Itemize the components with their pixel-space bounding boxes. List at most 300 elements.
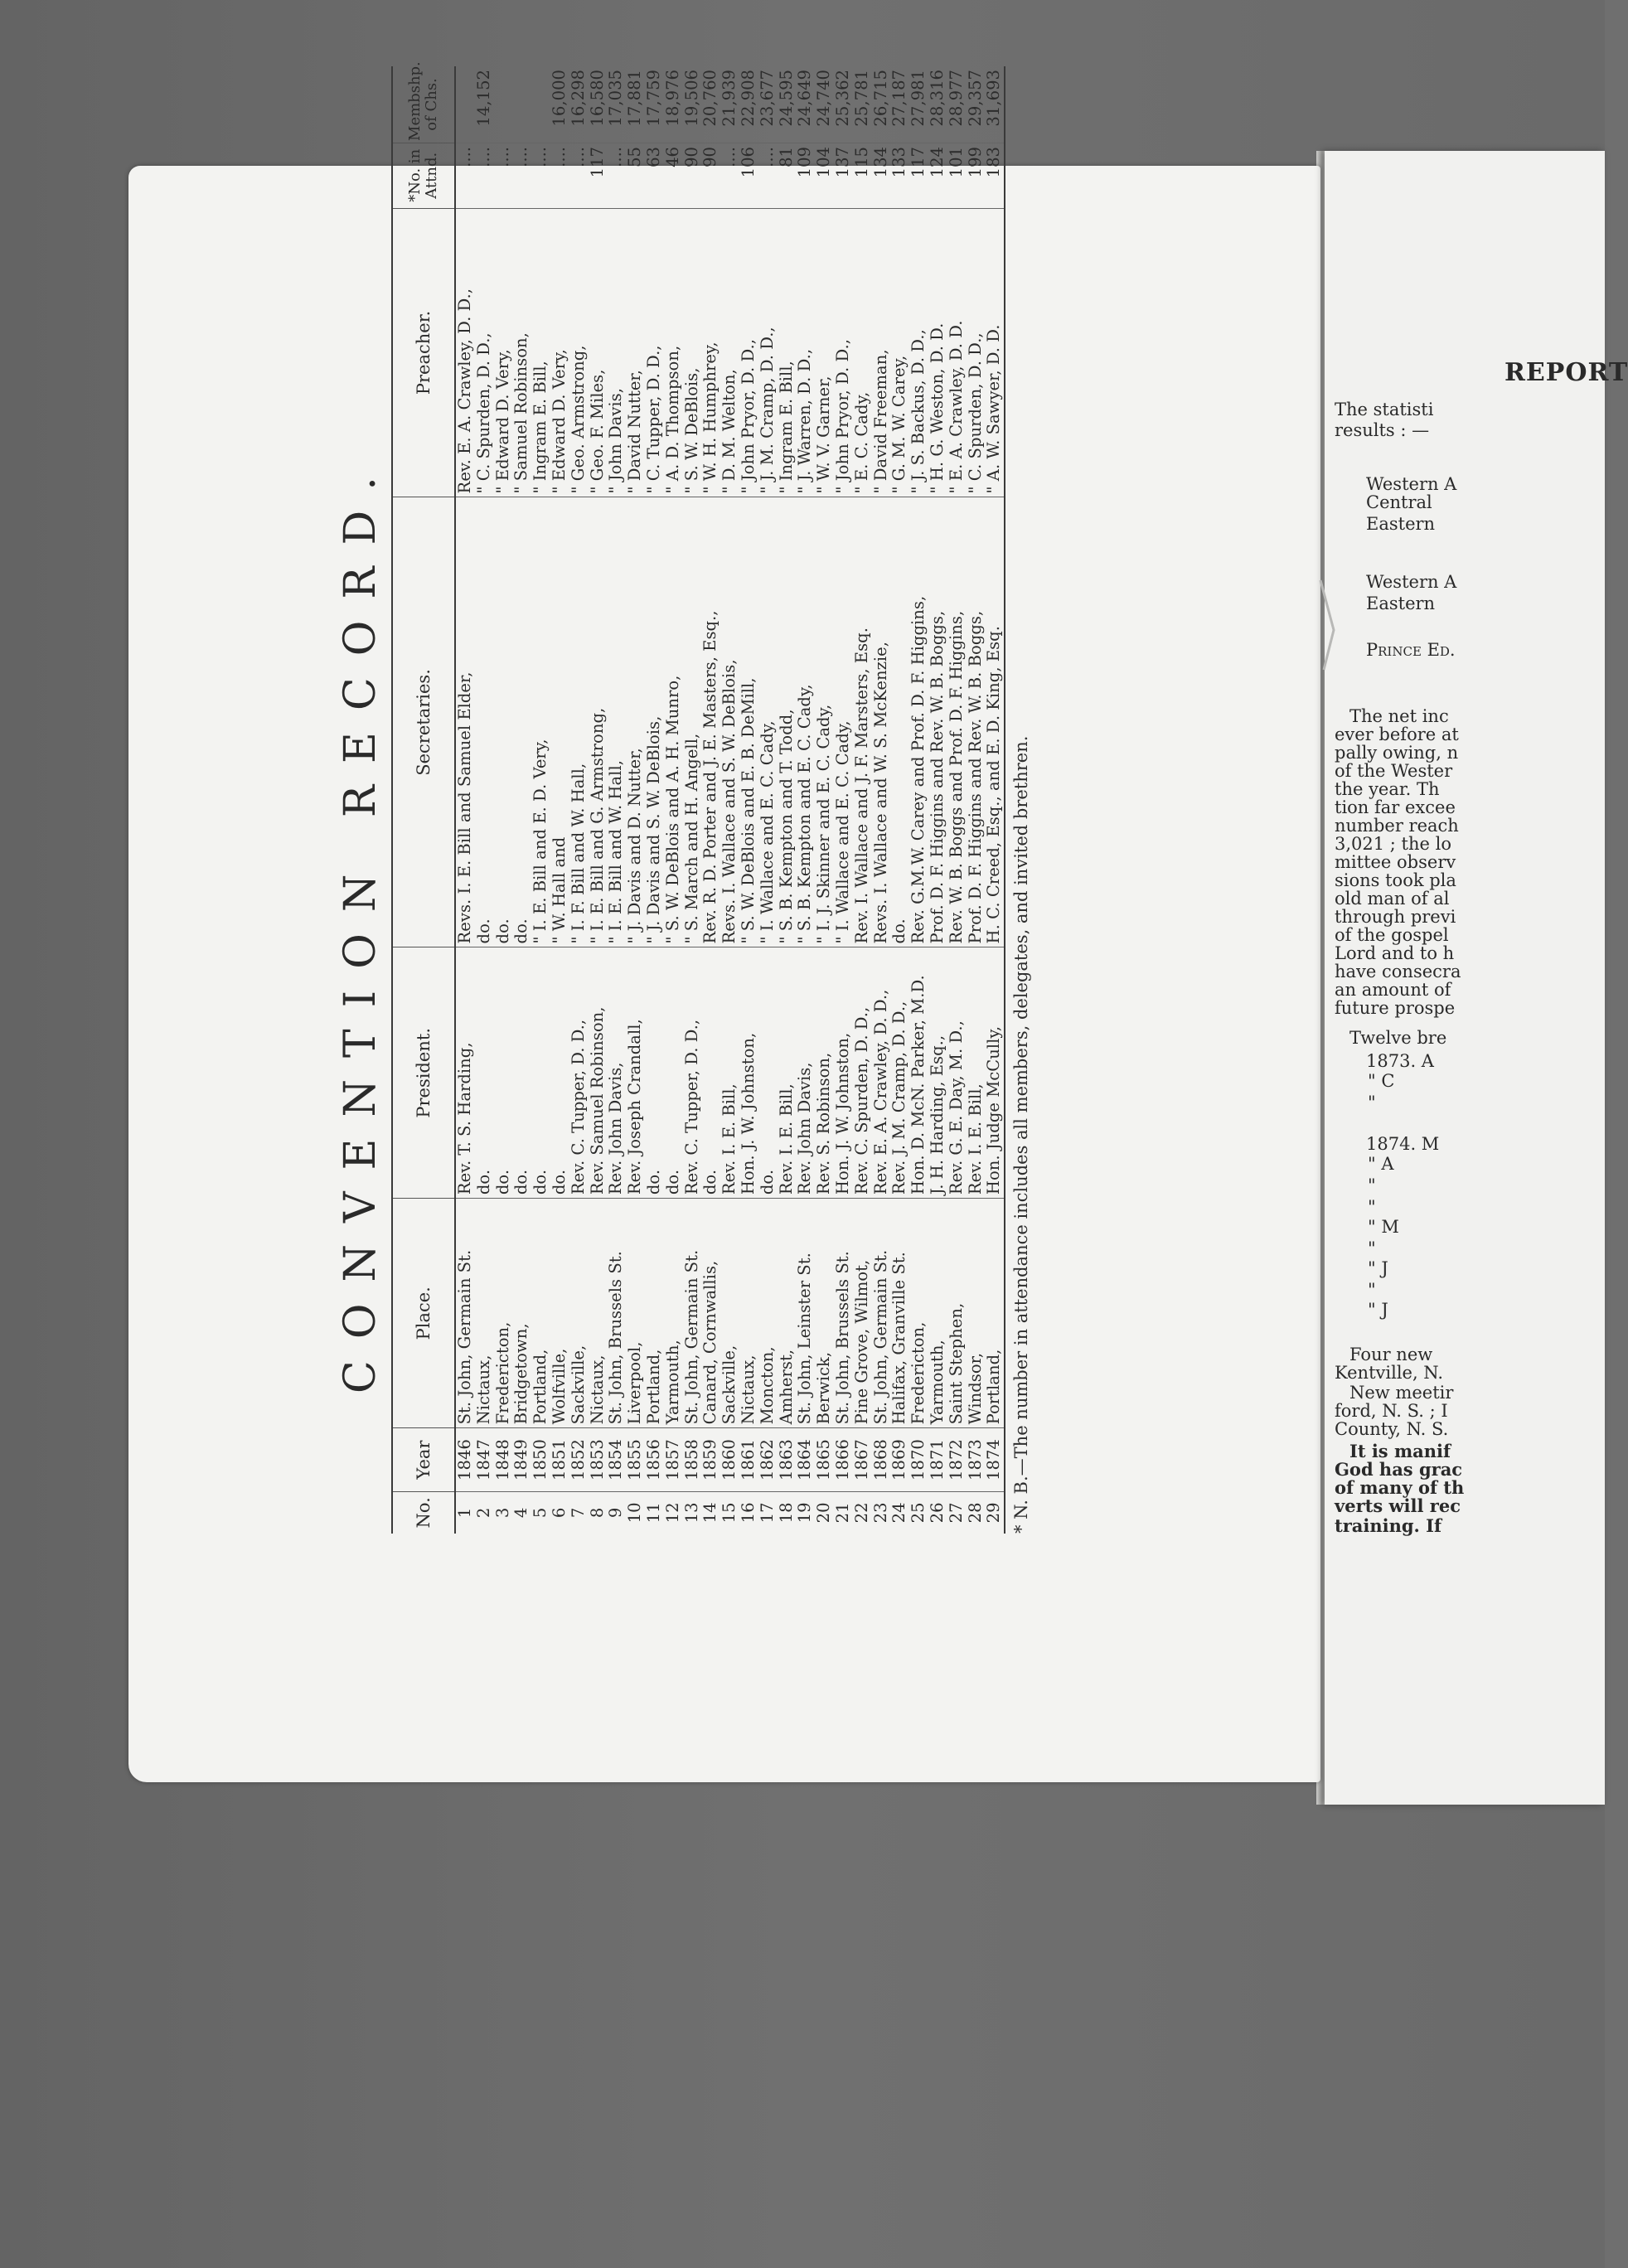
cell-preacher: " C. Tupper, D. D., [645, 208, 664, 497]
cell-place: Nictaux, [739, 1199, 758, 1428]
cell-president: Rev. S. Robinson, [815, 947, 834, 1199]
cell-membership: 29,357 [967, 66, 986, 143]
cell-preacher: " John Pryor, D. D., [739, 208, 758, 497]
cell-president: do. [701, 947, 720, 1199]
cell-place: Nictaux, [475, 1199, 494, 1428]
table-row [928, 66, 947, 1534]
report-text-line: " [1368, 1093, 1376, 1112]
cell-attendance: .... [607, 143, 626, 208]
cell-preacher: Rev. E. A. Crawley, D. D., [455, 208, 475, 497]
cell-attendance: .... [512, 143, 531, 208]
cell-president: do. [645, 947, 664, 1199]
cell-president: do. [531, 947, 550, 1199]
cell-secretaries: Prof. D. F. Higgins and Rev. W. B. Boggs, [928, 497, 947, 947]
col-header-place: Place. [392, 1199, 455, 1428]
table-row [967, 66, 986, 1534]
cell-place: St. John, Germain St. [455, 1199, 475, 1428]
cell-year: 1874 [985, 1428, 1005, 1491]
cell-year: 1854 [607, 1428, 626, 1491]
cell-secretaries: Prof. D. F. Higgins and Rev. W. B. Boggs, [967, 497, 986, 947]
cell-year: 1864 [796, 1428, 815, 1491]
cell-place: Berwick, [815, 1199, 834, 1428]
col-header-attendance: *No. in Attnd. [392, 143, 455, 208]
cell-place: Wolfville, [550, 1199, 569, 1428]
report-text-line: verts will rec [1335, 1495, 1461, 1516]
report-text-line: tion far excee [1335, 797, 1456, 817]
cell-place: St. John, Brussels St. [607, 1199, 626, 1428]
cell-president: do. [664, 947, 683, 1199]
report-text-line: The net inc [1349, 706, 1449, 726]
cell-president: Rev. I. E. Bill, [778, 947, 797, 1199]
cell-secretaries: " S. W. DeBlois and A. H. Munro, [664, 497, 683, 947]
cell-place: Yarmouth, [928, 1199, 947, 1428]
cell-preacher: " Samuel Robinson, [512, 208, 531, 497]
report-text-line: sions took pla [1335, 870, 1456, 890]
report-text-line: mittee observ [1335, 852, 1456, 872]
cell-membership: 16,298 [569, 66, 589, 143]
report-title: REPORT [1504, 358, 1628, 387]
cell-membership: 17,881 [626, 66, 645, 143]
cell-place: Halifax, Granville St. [890, 1199, 909, 1428]
cell-place: Fredericton, [909, 1199, 928, 1428]
report-text-line: of the gospel [1335, 925, 1449, 945]
cell-membership: 14,152 [475, 66, 494, 143]
cell-year: 1862 [758, 1428, 778, 1491]
cell-year: 1871 [928, 1428, 947, 1491]
right-page [1325, 151, 1628, 1805]
report-text-line: " [1368, 1175, 1376, 1195]
cell-president: do. [550, 947, 569, 1199]
cell-no: 29 [985, 1491, 1005, 1534]
table-row [626, 66, 645, 1534]
table-row [778, 66, 797, 1534]
cell-preacher: " Geo. F. Miles, [589, 208, 608, 497]
cell-attendance: 115 [853, 143, 872, 208]
cell-year: 1868 [872, 1428, 891, 1491]
cell-preacher: " Ingram E. Bill, [778, 208, 797, 497]
cell-preacher: " David Nutter, [626, 208, 645, 497]
cell-no: 12 [662, 1502, 682, 1524]
cell-preacher: " John Davis, [607, 208, 626, 497]
table-row [909, 66, 928, 1534]
table-row [834, 66, 853, 1534]
report-text-line: pally owing, n [1335, 743, 1459, 763]
report-text-line: " [1368, 1238, 1376, 1258]
col-header-president: President. [392, 947, 455, 1199]
cell-preacher: " D. M. Welton, [720, 208, 739, 497]
cell-no: 14 [700, 1502, 720, 1524]
cell-no: 5 [531, 1507, 550, 1519]
cell-president: Rev. E. A. Crawley, D. D., [872, 947, 891, 1199]
cell-secretaries: Rev. G.M.W. Carey and Prof. D. F. Higgins, [909, 497, 928, 947]
cell-president: Rev. I. E. Bill, [967, 947, 986, 1199]
cell-preacher: " G. M. W. Carey, [890, 208, 909, 497]
cell-membership: 16,580 [589, 66, 608, 143]
cell-attendance: 106 [739, 143, 758, 208]
cell-place: St. John, Leinster St. [796, 1199, 815, 1428]
cell-preacher: " E. C. Cady, [853, 208, 872, 497]
report-text-line: have consecra [1335, 962, 1461, 981]
cell-membership: 28,977 [947, 66, 967, 143]
cell-secretaries: " I. E. Bill and G. Armstrong, [589, 497, 608, 947]
cell-president: Rev. G. E. Day, M. D., [947, 947, 967, 1199]
cell-secretaries: " S. W. DeBlois and E. B. DeMill, [739, 497, 758, 947]
cell-president: Hon. Judge McCully, [985, 947, 1005, 1199]
cell-year: 1855 [626, 1428, 645, 1491]
cell-membership: 16,000 [550, 66, 569, 143]
cell-president: Rev. Joseph Crandall, [626, 947, 645, 1199]
cell-place: Portland, [645, 1199, 664, 1428]
cell-president: do. [475, 947, 494, 1199]
report-text-line: old man of al [1335, 889, 1450, 909]
cell-membership: 31,693 [985, 66, 1005, 143]
table-row [550, 66, 569, 1534]
report-text-line: number reach [1335, 816, 1459, 836]
col-header-secretaries: Secretaries. [392, 497, 455, 947]
cell-preacher: " Edward D. Very, [550, 208, 569, 497]
cell-no: 16 [738, 1502, 758, 1524]
report-text-line: The statisti [1335, 400, 1434, 419]
cell-no: 20 [814, 1502, 834, 1524]
cell-secretaries: " J. Davis and S. W. DeBlois, [645, 497, 664, 947]
cell-no: 6 [549, 1507, 569, 1519]
cell-membership: 20,760 [701, 66, 720, 143]
cell-membership [494, 66, 513, 143]
cell-year: 1861 [739, 1428, 758, 1491]
cell-secretaries: " I. Wallace and E. C. Cady, [758, 497, 778, 947]
report-text-line: future prospe [1335, 998, 1456, 1018]
cell-secretaries: do. [494, 497, 513, 947]
cell-attendance: 63 [645, 143, 664, 208]
cell-year: 1865 [815, 1428, 834, 1491]
cell-president: Rev. John Davis, [607, 947, 626, 1199]
cell-attendance: 183 [985, 143, 1005, 208]
report-text-line: Prince Ed. [1366, 640, 1456, 660]
report-text-line: Twelve bre [1349, 1028, 1447, 1048]
cell-secretaries: " I. E. Bill and E. D. Very, [531, 497, 550, 947]
cell-no: 19 [795, 1502, 815, 1524]
report-text-line: Kentville, N. [1335, 1363, 1444, 1383]
cell-secretaries: Rev. I. Wallace and J. F. Marsters, Esq. [853, 497, 872, 947]
cell-no: 13 [681, 1502, 701, 1524]
cell-year: 1869 [890, 1428, 909, 1491]
cell-preacher: " H. G. Weston, D. D. [928, 208, 947, 497]
cell-membership: 18,976 [664, 66, 683, 143]
table-row [985, 66, 1005, 1534]
cell-year: 1866 [834, 1428, 853, 1491]
report-text-line: Four new [1349, 1345, 1433, 1364]
cell-president: J. H. Harding, Esq., [928, 947, 947, 1199]
table-row [589, 66, 608, 1534]
cell-president: Hon. J. W. Johnston, [739, 947, 758, 1199]
cell-secretaries: " S. B. Kempton and E. C. Cady, [796, 497, 815, 947]
report-text-line: ford, N. S. ; I [1335, 1401, 1448, 1421]
cell-secretaries: " J. Davis and D. Nutter, [626, 497, 645, 947]
cell-no: 28 [965, 1502, 985, 1524]
cell-membership: 24,595 [778, 66, 797, 143]
cell-year: 1847 [475, 1428, 494, 1491]
table-row [664, 66, 683, 1534]
cell-membership: 24,649 [796, 66, 815, 143]
cell-president: Hon. J. W. Johnston, [834, 947, 853, 1199]
table-row [475, 66, 494, 1534]
convention-record-table [391, 61, 1005, 1534]
report-text-line: " M [1368, 1217, 1399, 1237]
cell-place: Nictaux, [589, 1199, 608, 1428]
table-row [607, 66, 626, 1534]
report-text-line: of the Wester [1335, 761, 1453, 781]
cell-preacher: " A. D. Thompson, [664, 208, 683, 497]
cell-attendance: .... [455, 143, 475, 208]
report-text-line: " C [1368, 1071, 1395, 1091]
cell-place: Windsor, [967, 1199, 986, 1428]
cell-attendance: 109 [796, 143, 815, 208]
cell-attendance: 81 [778, 143, 797, 208]
report-text-line: 1874. M [1366, 1134, 1440, 1154]
cell-year: 1846 [455, 1428, 475, 1491]
cell-year: 1870 [909, 1428, 928, 1491]
report-text-line: " [1368, 1197, 1376, 1217]
cell-attendance: .... [531, 143, 550, 208]
convention-record-block [332, 61, 1210, 1534]
report-text-line: Eastern [1366, 514, 1436, 534]
table-row [796, 66, 815, 1534]
cell-secretaries: " S. B. Kempton and T. Todd, [778, 497, 797, 947]
cell-year: 1872 [947, 1428, 967, 1491]
report-text-line: Western A [1366, 572, 1457, 592]
report-text-line: " J [1368, 1300, 1388, 1320]
report-text-line: 3,021 ; the lo [1335, 834, 1451, 854]
cell-preacher: " C. Spurden, D. D., [475, 208, 494, 497]
cell-preacher: " A. W. Sawyer, D. D. [985, 208, 1005, 497]
cell-membership: 25,781 [853, 66, 872, 143]
table-row [683, 66, 702, 1534]
table-row [758, 66, 778, 1534]
cell-year: 1858 [683, 1428, 702, 1491]
report-text-line: Central [1366, 492, 1432, 512]
cell-place: Sackville, [569, 1199, 589, 1428]
cell-attendance: 90 [683, 143, 702, 208]
col-header-membership: Membshp. of Chs. [392, 66, 455, 143]
cell-secretaries: " W. Hall and [550, 497, 569, 947]
report-text-line: the year. Th [1335, 779, 1440, 799]
cell-preacher: " C. Spurden, D. D., [967, 208, 986, 497]
cell-place: Yarmouth, [664, 1199, 683, 1428]
report-text-line: " [1368, 1280, 1376, 1300]
cell-preacher: " W. V. Garner, [815, 208, 834, 497]
cell-preacher: " J. M. Cramp, D. D., [758, 208, 778, 497]
cell-place: Bridgetown, [512, 1199, 531, 1428]
cell-place: Amherst, [778, 1199, 797, 1428]
cell-no: 17 [757, 1502, 777, 1524]
cell-place: Portland, [985, 1199, 1005, 1428]
cell-membership: 19,506 [683, 66, 702, 143]
cell-preacher: " J. S. Backus, D. D., [909, 208, 928, 497]
cell-no: 9 [606, 1507, 626, 1519]
cell-attendance: .... [550, 143, 569, 208]
table-row [720, 66, 739, 1534]
table-row [890, 66, 909, 1534]
cell-attendance: 137 [834, 143, 853, 208]
cell-secretaries: Revs. I. Wallace and S. W. DeBlois, [720, 497, 739, 947]
cell-attendance: 90 [701, 143, 720, 208]
col-header-year: Year [392, 1428, 455, 1491]
cell-no: 7 [568, 1507, 588, 1519]
cell-year: 1863 [778, 1428, 797, 1491]
cell-membership: 27,981 [909, 66, 928, 143]
cell-membership: 23,677 [758, 66, 778, 143]
cell-president: Rev. C. Tupper, D. D., [569, 947, 589, 1199]
cell-secretaries: Rev. W. B. Boggs and Prof. D. F. Higgins, [947, 497, 967, 947]
cell-attendance: .... [758, 143, 778, 208]
report-text-line: County, N. S. [1335, 1419, 1449, 1439]
report-text-line: through previ [1335, 907, 1456, 927]
cell-place: St. John, Germain St. [683, 1199, 702, 1428]
report-text-line: It is manif [1349, 1441, 1451, 1461]
report-text-line: of many of th [1335, 1477, 1465, 1498]
cell-president: Rev. J. M. Cramp, D. D., [890, 947, 909, 1199]
cell-place: Canard, Cornwallis, [701, 1199, 720, 1428]
cell-place: Moncton, [758, 1199, 778, 1428]
cell-year: 1857 [664, 1428, 683, 1491]
cell-place: St. John, Brussels St. [834, 1199, 853, 1428]
cell-preacher: " Geo. Armstrong, [569, 208, 589, 497]
cell-preacher: " Ingram E. Bill, [531, 208, 550, 497]
cell-president: Rev. Samuel Robinson, [589, 947, 608, 1199]
cell-attendance: 55 [626, 143, 645, 208]
cell-president: do. [494, 947, 513, 1199]
cell-secretaries: Revs. I. E. Bill and Samuel Elder, [455, 497, 475, 947]
cell-attendance: 104 [815, 143, 834, 208]
cell-preacher: " W. H. Humphrey, [701, 208, 720, 497]
cell-secretaries: " I. F. Bill and W. Hall, [569, 497, 589, 947]
cell-attendance: 134 [872, 143, 891, 208]
cell-no: 2 [473, 1507, 493, 1519]
cell-year: 1849 [512, 1428, 531, 1491]
cell-year: 1853 [589, 1428, 608, 1491]
cell-membership [455, 66, 475, 143]
table-row [645, 66, 664, 1534]
cell-year: 1852 [569, 1428, 589, 1491]
cell-attendance: .... [720, 143, 739, 208]
table-row [739, 66, 758, 1534]
cell-secretaries: " I. E. Bill and W. Hall, [607, 497, 626, 947]
page-heading: CONVENTION RECORD. [336, 455, 385, 1393]
cell-membership: 28,316 [928, 66, 947, 143]
report-text-line: New meetir [1349, 1383, 1454, 1403]
cell-secretaries: Rev. R. D. Porter and J. E. Masters, Esq., [701, 497, 720, 947]
report-text-line: 1873. A [1366, 1051, 1434, 1071]
cell-year: 1873 [967, 1428, 986, 1491]
report-text-line: Western A [1366, 474, 1457, 494]
cell-attendance: 199 [967, 143, 986, 208]
table-row [531, 66, 550, 1534]
cell-no: 23 [870, 1502, 890, 1524]
cell-no: 10 [625, 1502, 645, 1524]
report-text-line: " A [1368, 1154, 1394, 1174]
report-text-line: ever before at [1335, 724, 1459, 744]
cell-no: 1 [455, 1507, 474, 1519]
binding-thread-mark [1314, 580, 1347, 671]
table-row [455, 66, 475, 1534]
cell-attendance: 101 [947, 143, 967, 208]
cell-place: Fredericton, [494, 1199, 513, 1428]
cell-no: 27 [946, 1502, 966, 1524]
cell-attendance: 117 [589, 143, 608, 208]
cell-preacher: " John Pryor, D. D., [834, 208, 853, 497]
cell-attendance: .... [494, 143, 513, 208]
table-row [569, 66, 589, 1534]
table-row [872, 66, 891, 1534]
cell-no: 24 [889, 1502, 909, 1524]
cell-preacher: " David Freeman, [872, 208, 891, 497]
attendance-footnote: * N. B.—The number in attendance includes all members, delegates, and invited brethren. [1011, 735, 1031, 1534]
report-text-line: God has grac [1335, 1459, 1463, 1480]
cell-secretaries: do. [890, 497, 909, 947]
cell-place: Portland, [531, 1199, 550, 1428]
cell-president: Rev. John Davis, [796, 947, 815, 1199]
cell-place: Sackville, [720, 1199, 739, 1428]
cell-place: Saint Stephen, [947, 1199, 967, 1428]
table-row [701, 66, 720, 1534]
cell-president: Rev. T. S. Harding, [455, 947, 475, 1199]
cell-secretaries: " I. Wallace and E. C. Cady, [834, 497, 853, 947]
cell-year: 1860 [720, 1428, 739, 1491]
cell-preacher: " E. A. Crawley, D. D. [947, 208, 967, 497]
table-row [853, 66, 872, 1534]
cell-membership [531, 66, 550, 143]
report-text-line: results : — [1335, 420, 1430, 440]
cell-year: 1850 [531, 1428, 550, 1491]
cell-no: 21 [832, 1502, 852, 1524]
cell-membership: 25,362 [834, 66, 853, 143]
cell-secretaries: do. [475, 497, 494, 947]
cell-no: 18 [776, 1502, 796, 1524]
table-header-row [392, 66, 455, 1534]
cell-attendance: 124 [928, 143, 947, 208]
col-header-preacher: Preacher. [392, 208, 455, 497]
cell-membership: 21,939 [720, 66, 739, 143]
cell-secretaries: " S. March and H. Angell, [683, 497, 702, 947]
cell-no: 8 [587, 1507, 607, 1519]
report-text-line: training. If [1335, 1515, 1442, 1536]
cell-place: St. John, Germain St. [872, 1199, 891, 1428]
cell-membership: 22,908 [739, 66, 758, 143]
cell-attendance: .... [569, 143, 589, 208]
cell-membership [512, 66, 531, 143]
cell-year: 1851 [550, 1428, 569, 1491]
cell-preacher: " J. Warren, D. D., [796, 208, 815, 497]
cell-attendance: 133 [890, 143, 909, 208]
cell-no: 26 [927, 1502, 947, 1524]
cell-president: Rev. C. Spurden, D. D., [853, 947, 872, 1199]
cell-no: 15 [720, 1502, 739, 1524]
cell-year: 1867 [853, 1428, 872, 1491]
cell-membership: 27,187 [890, 66, 909, 143]
cell-president: do. [512, 947, 531, 1199]
cell-secretaries: do. [512, 497, 531, 947]
cell-secretaries: H. C. Creed, Esq., and E. D. King, Esq. [985, 497, 1005, 947]
col-header-no: No. [392, 1491, 455, 1534]
cell-attendance: 117 [909, 143, 928, 208]
cell-place: Pine Grove, Wilmot, [853, 1199, 872, 1428]
cell-president: Rev. C. Tupper, D. D., [683, 947, 702, 1199]
cell-no: 25 [908, 1502, 928, 1524]
cell-preacher: " S. W. DeBlois, [683, 208, 702, 497]
cell-no: 11 [643, 1502, 663, 1524]
table-row [512, 66, 531, 1534]
cell-place: Liverpool, [626, 1199, 645, 1428]
